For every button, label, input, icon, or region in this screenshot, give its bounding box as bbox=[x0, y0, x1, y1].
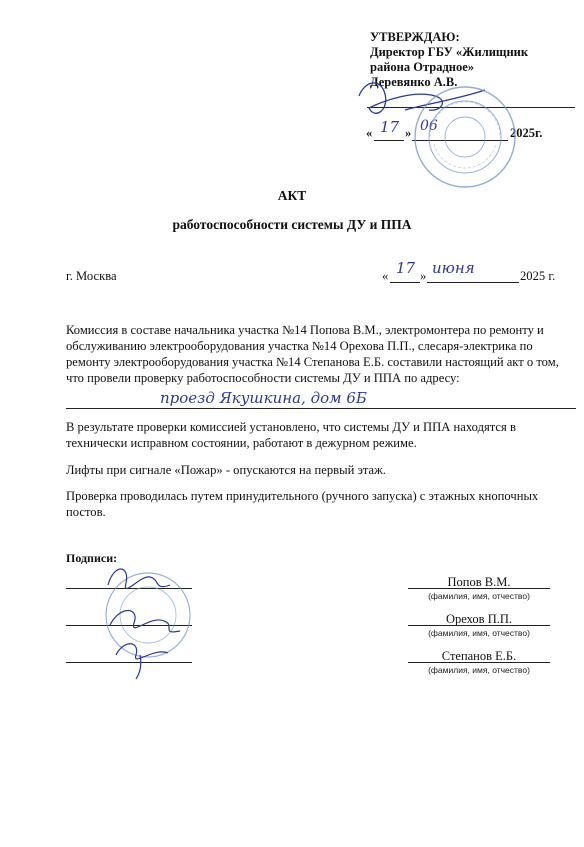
approval-date-open-quote: « bbox=[366, 126, 373, 140]
approval-heading: УТВЕРЖДАЮ: bbox=[370, 30, 460, 44]
signatures-label: Подписи: bbox=[66, 551, 118, 565]
approval-date-month: 06 bbox=[420, 118, 438, 134]
signer-1-caption: (фамилия, имя, отчество) bbox=[428, 591, 530, 601]
commission-signatures-image bbox=[80, 555, 210, 685]
act-city: г. Москва bbox=[66, 269, 117, 283]
address-line bbox=[66, 408, 576, 409]
approval-organization: района Отрадное» bbox=[370, 60, 475, 74]
commission-paragraph: Комиссия в составе начальника участка №14 Попова В.М., электромонтера по ремонту и обслуживанию электрооборудования участка №14 Орехова П.П., слесаря-электрика по ремонту электрооборудования участка №14 Степанова Е.Б. составили настоящий акт о том, что провели проверку работоспособности системы ДУ и ППА по адресу: bbox=[66, 323, 559, 385]
result-paragraph: В результате проверки комиссией установлено, что системы ДУ и ППА находятся в технически исправном состоянии, работают в дежурном режиме. bbox=[66, 420, 516, 450]
signer-3-caption: (фамилия, имя, отчество) bbox=[428, 665, 530, 675]
approval-position: Директор ГБУ «Жилищник bbox=[370, 45, 529, 59]
act-date-month: июня bbox=[432, 259, 475, 277]
signer-2-caption: (фамилия, имя, отчество) bbox=[428, 628, 530, 638]
act-date-open-quote: « bbox=[382, 269, 389, 283]
approval-director-name: Деревянко А.В. bbox=[370, 75, 458, 89]
act-month-line bbox=[427, 282, 519, 283]
method-paragraph: Проверка проводилась путем принудительного (ручного запуска) с этажных кнопочных постов. bbox=[66, 489, 539, 519]
address-handwritten: проезд Якушкина, дом 6Б bbox=[160, 389, 367, 407]
act-title: АКТ bbox=[277, 188, 307, 203]
act-day-line bbox=[390, 282, 420, 283]
act-date-day: 17 bbox=[396, 259, 416, 277]
approval-date-year: 2025г. bbox=[510, 126, 543, 140]
signer-1-name: Попов В.М. bbox=[447, 575, 511, 589]
act-date-year: 2025 г. bbox=[520, 269, 556, 283]
elevators-paragraph: Лифты при сигнале «Пожар» - опускаются на первый этаж. bbox=[66, 463, 386, 477]
act-date-close-quote: » bbox=[420, 269, 427, 283]
signer-2-line bbox=[408, 625, 550, 626]
act-subtitle: работоспособности системы ДУ и ППА bbox=[172, 217, 412, 232]
signer-1-line bbox=[408, 588, 550, 589]
approval-date-close-quote: » bbox=[405, 126, 412, 140]
signer-2-name: Орехов П.П. bbox=[445, 612, 512, 626]
signer-3-line bbox=[408, 662, 550, 663]
signer-3-name: Степанов Е.Б. bbox=[441, 649, 517, 663]
approval-date-day: 17 bbox=[380, 118, 400, 136]
organization-stamp-image bbox=[410, 82, 520, 192]
